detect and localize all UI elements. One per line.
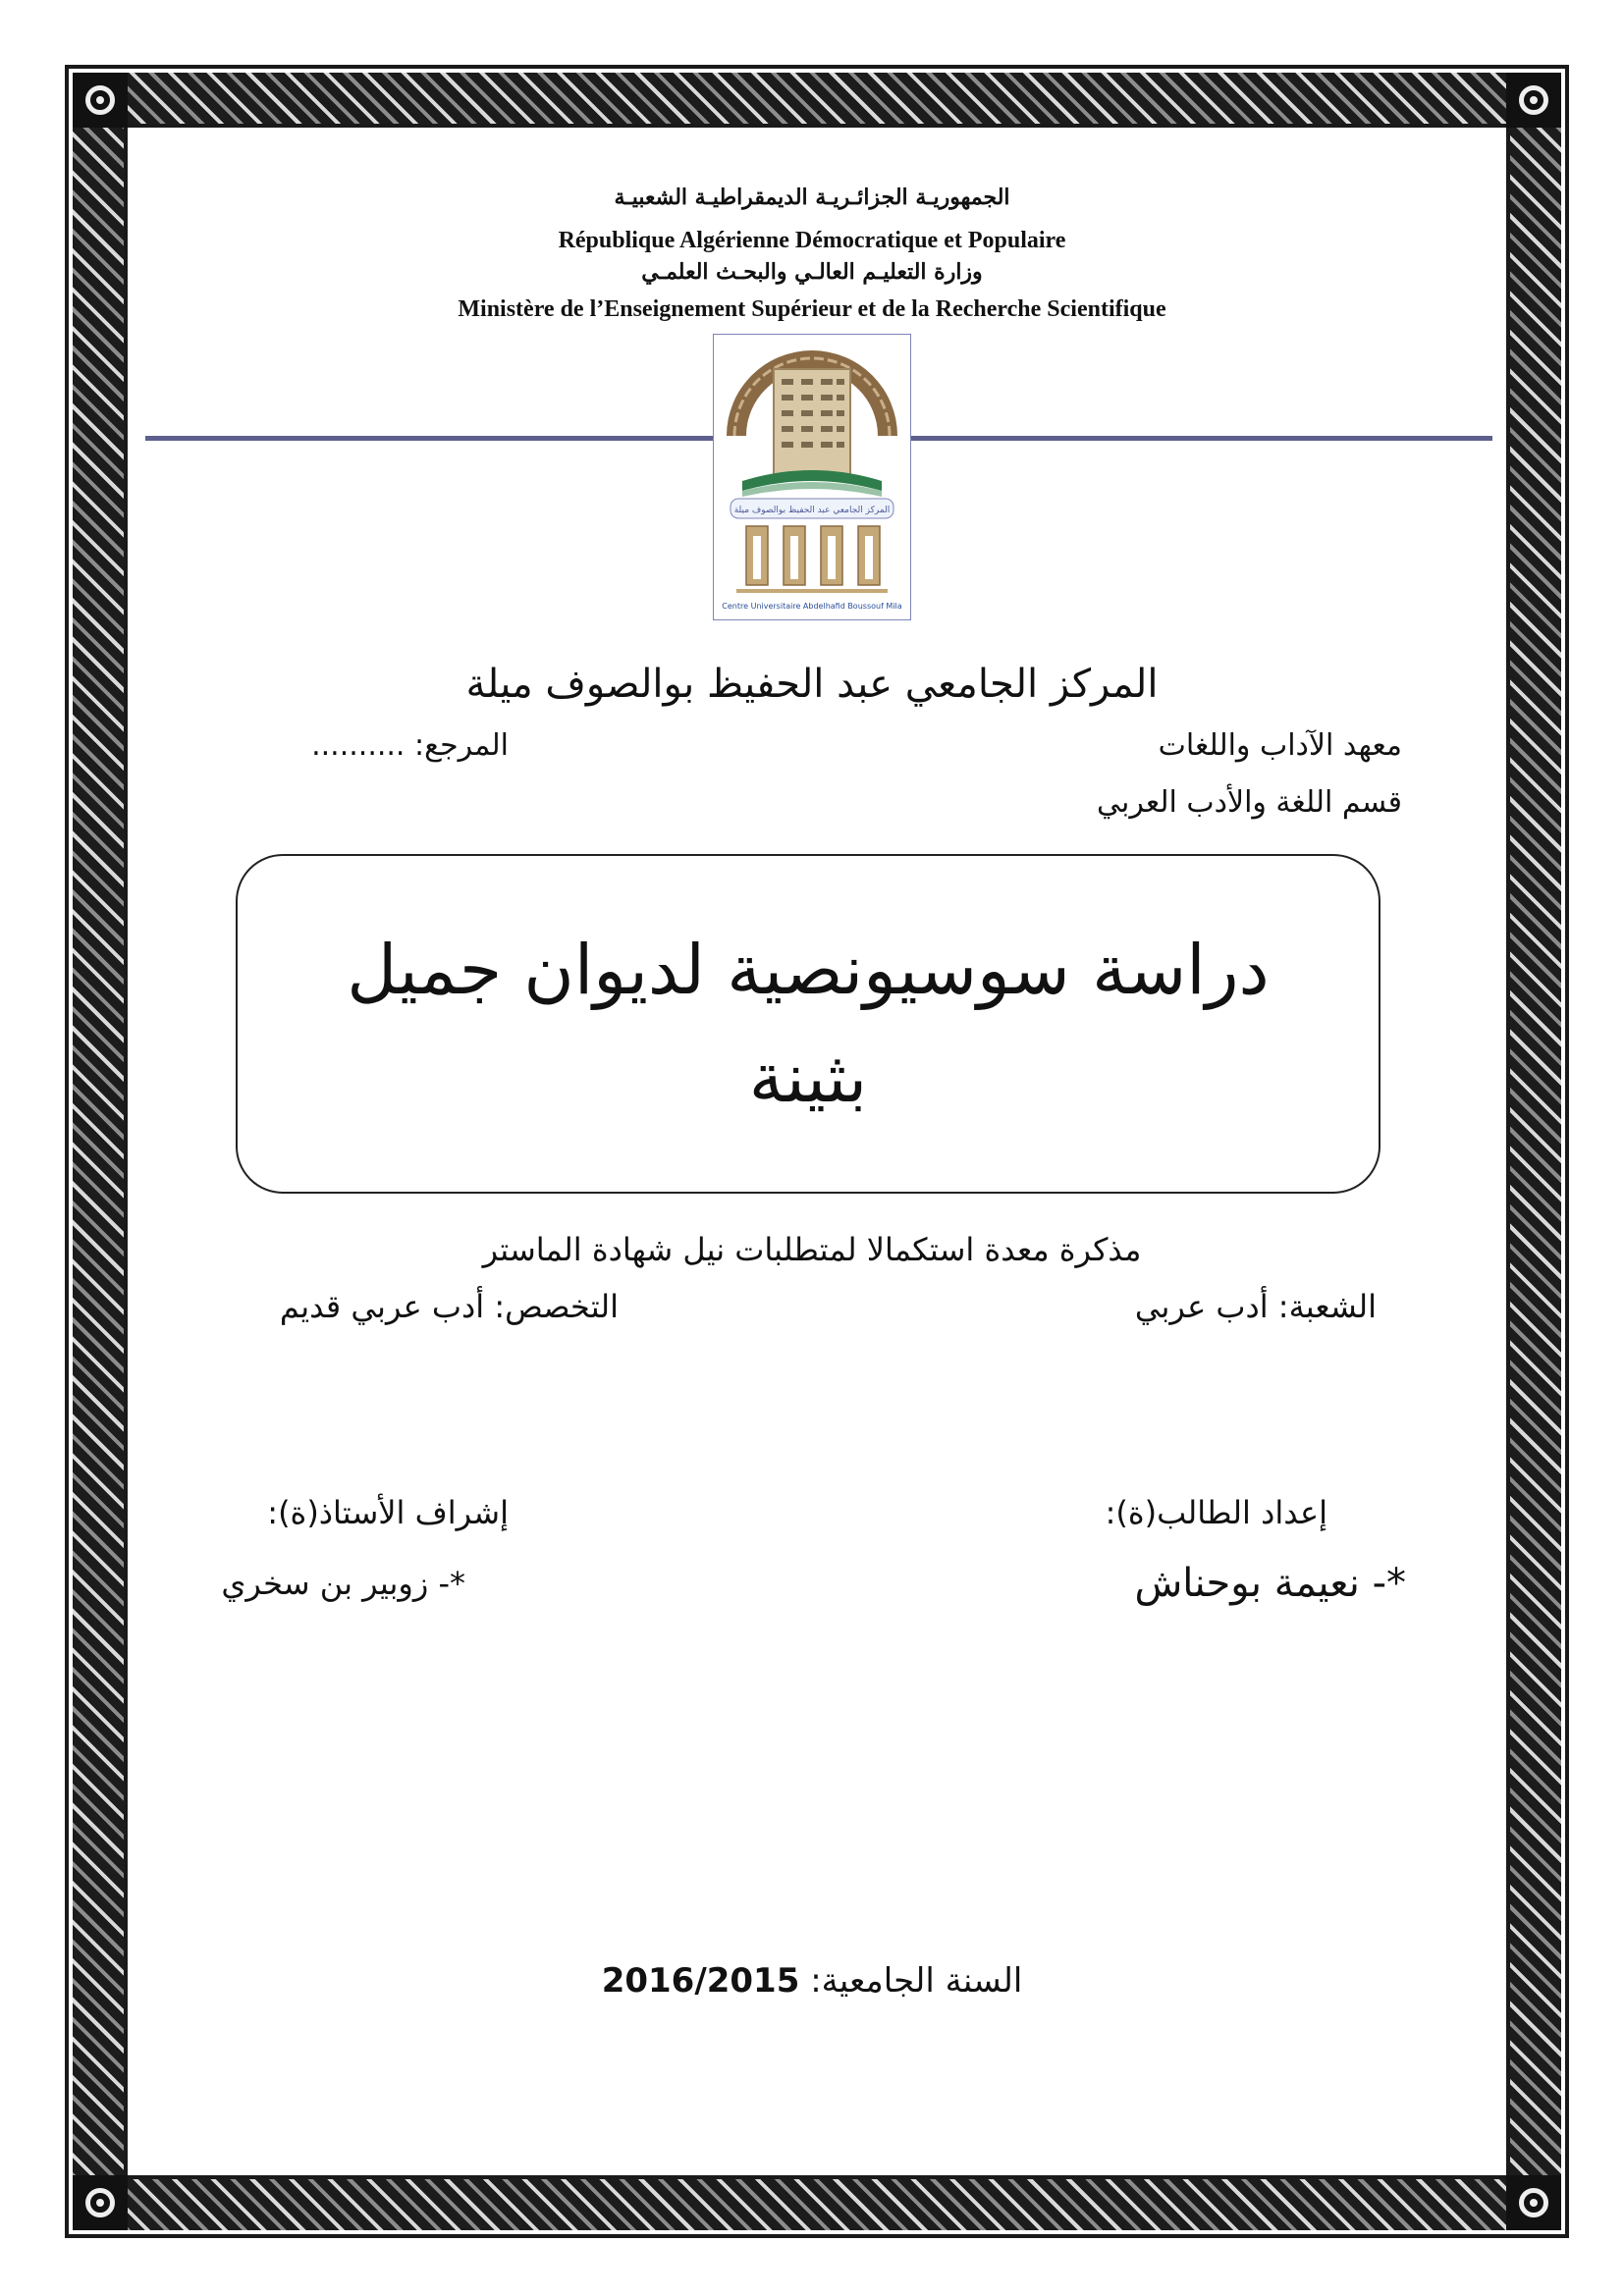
institute-name: معهد الآداب واللغات — [1158, 728, 1402, 763]
thesis-title: دراسة سوسيونصية لديوان جميل بثينة — [347, 930, 1270, 1118]
corner-ornament-icon — [1506, 2175, 1561, 2230]
branch-field: الشعبة: أدب عربي — [1134, 1288, 1377, 1325]
border-band-top — [73, 73, 1561, 128]
title-box — [236, 854, 1380, 1194]
student-name: *- نعيمة بوحناش — [1134, 1561, 1406, 1606]
supervisor-name: *- زوبير بن سخري — [221, 1565, 465, 1602]
border-band-left — [73, 73, 128, 2230]
republic-arabic: الجمهوريـة الجزائـريـة الديمقراطيـة الشعبيـة — [614, 185, 1010, 210]
academic-year — [0, 1961, 1624, 2001]
corner-ornament-icon — [73, 2175, 128, 2230]
reference-number: المرجع: .......... — [311, 728, 509, 763]
corner-ornament-icon — [73, 73, 128, 128]
academic-year-value: 2016/2015 — [601, 1961, 800, 2001]
academic-year-label: السنة الجامعية: — [810, 1961, 1023, 2001]
student-label: إعداد الطالب(ة): — [1105, 1494, 1327, 1531]
logo-banner-text: المركز الجامعي عبد الحفيظ بوالصوف ميلة — [733, 506, 891, 515]
republic-french: République Algérienne Démocratique et Populaire — [558, 228, 1066, 253]
supervisor-label: إشراف الأستاذ(ة): — [267, 1494, 509, 1531]
corner-ornament-icon — [1506, 73, 1561, 128]
border-band-bottom — [73, 2175, 1561, 2230]
university-logo — [713, 334, 911, 620]
ministry-french: Ministère de l’Enseignement Supérieur et de la Recherche Scientifique — [458, 296, 1166, 322]
header-rule-right — [911, 436, 1492, 441]
university-center-name: المركز الجامعي عبد الحفيظ بوالصوف ميلة — [465, 662, 1159, 707]
department-name: قسم اللغة والأدب العربي — [1096, 785, 1402, 820]
border-band-right — [1506, 73, 1561, 2230]
logo-caption-text: Centre Universitaire Abdelhafid Boussouf Mila — [722, 602, 902, 611]
specialty-field: التخصص: أدب عربي قديم — [279, 1288, 619, 1325]
ministry-arabic: وزارة التعليـم العالـي والبحـث العلمـي — [641, 259, 983, 285]
header-rule-left — [145, 436, 713, 441]
memo-description: مذكرة معدة استكمالا لمتطلبات نيل شهادة الماستر — [482, 1231, 1142, 1268]
